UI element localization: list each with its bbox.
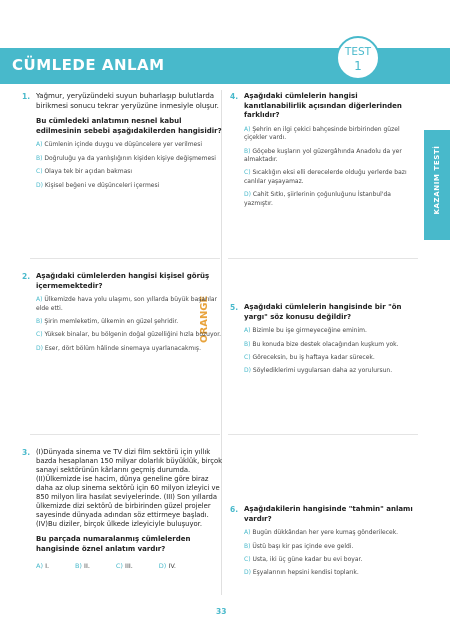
option-text: Şirin memleketim, ülkemin en güzel şehridir.	[44, 318, 179, 325]
option-d[interactable]	[159, 562, 176, 572]
option-letter: D)	[244, 569, 251, 577]
option-letter: D)	[244, 367, 251, 375]
option-text: IV.	[168, 562, 176, 571]
option-text: III.	[125, 562, 133, 571]
option-text: Eser, dört bölüm hâlinde sinemaya uyarlanacakmış.	[44, 344, 201, 352]
option-a[interactable]	[36, 296, 226, 313]
question-5	[230, 303, 416, 376]
option-b[interactable]	[36, 155, 226, 163]
side-tab-label: KAZANIM TESTİ	[433, 145, 441, 215]
divider	[228, 258, 418, 259]
option-text: Göçebe kuşların yol güzergâhında Anadolu da yer almaktadır.	[244, 147, 402, 163]
option-text: Cümlenin içinde duygu ve düşüncelere yer verilmesi	[44, 141, 203, 149]
option-text: Usta, iki üç güne kadar bu evi boyar.	[252, 556, 363, 563]
page-title: CÜMLEDE ANLAM	[12, 56, 165, 74]
option-d[interactable]	[36, 345, 226, 353]
option-text: Göreceksin, bu iş haftaya kadar sürecek.	[252, 354, 375, 361]
option-letter: B)	[244, 340, 251, 348]
option-b[interactable]	[36, 318, 226, 326]
option-text: Cahit Sıtkı, şiirlerinin çoğunluğunu İstanbul'da yazmıştır.	[244, 191, 391, 207]
question-number: 3.	[22, 448, 31, 457]
option-letter: C)	[36, 168, 43, 176]
option-a[interactable]	[244, 529, 416, 537]
option-letter: A)	[36, 296, 43, 304]
question-number: 6.	[230, 505, 239, 514]
question-number: 2.	[22, 272, 31, 281]
option-letter: D)	[158, 562, 167, 571]
option-text: I.	[45, 562, 50, 571]
test-badge-number: 1	[354, 59, 362, 73]
question-number: 4.	[230, 92, 239, 101]
option-text: Sıcaklığın eksi elli derecelerde olduğu yerlerde bazı canlılar yaşayamaz.	[244, 169, 407, 185]
option-text: Doğruluğu ya da yanlışlığının kişiden kişiye değişmemesi	[44, 154, 216, 162]
question-4	[230, 92, 416, 208]
option-text: Olaya tek bir açıdan bakması	[44, 168, 133, 176]
question-3	[22, 448, 226, 572]
question-number: 1.	[22, 92, 31, 101]
option-letter: D)	[36, 181, 43, 189]
option-letter: D)	[244, 191, 251, 199]
option-text: Yüksek binalar, bu bölgenin doğal güzelliğini hızla bozuyor.	[44, 331, 222, 339]
question-text: Bu parçada numaralanmış cümlelerden hangisinde öznel anlatım vardır?	[36, 535, 191, 553]
question-1	[22, 92, 226, 190]
question-text: Bu cümledeki anlatımın nesnel kabul edilmesinin sebebi aşağıdakilerden hangisidir?	[36, 117, 222, 135]
side-tab	[424, 130, 450, 240]
option-letter: A)	[244, 327, 251, 335]
option-a[interactable]	[36, 562, 49, 572]
option-letter: A)	[36, 562, 43, 571]
option-letter: C)	[244, 354, 251, 361]
divider	[30, 258, 220, 259]
option-b[interactable]	[244, 341, 416, 349]
option-c[interactable]	[244, 354, 416, 362]
option-b[interactable]	[244, 543, 416, 551]
question-6	[230, 505, 416, 578]
divider	[30, 434, 220, 435]
option-letter: B)	[36, 318, 43, 325]
option-letter: A)	[244, 529, 251, 537]
option-text: Şehrin en ilgi çekici bahçesinde birbirinden güzel çiçekler vardı.	[244, 125, 400, 142]
option-text: Söylediklerimi uygularsan daha az yorulursun.	[252, 367, 393, 375]
option-c[interactable]	[36, 168, 226, 176]
option-letter: C)	[244, 556, 251, 563]
option-text: Üstü başı kir pas içinde eve geldi.	[252, 542, 354, 550]
option-letter: B)	[244, 147, 251, 155]
option-letter: B)	[36, 154, 43, 162]
option-c[interactable]	[116, 562, 133, 572]
option-text: Ülkemizde hava yolu ulaşımı, son yıllarda büyük başarılar elde etti.	[36, 296, 218, 312]
option-letter: C)	[36, 331, 43, 339]
option-a[interactable]	[244, 126, 416, 143]
option-a[interactable]	[36, 141, 226, 149]
option-text: Kişisel beğeni ve düşünceleri içermesi	[44, 181, 160, 189]
option-c[interactable]	[36, 331, 226, 339]
question-number: 5.	[230, 303, 239, 312]
option-c[interactable]	[244, 169, 416, 186]
option-letter: B)	[74, 562, 82, 571]
watermark: ORANGE	[199, 295, 210, 343]
option-b[interactable]	[75, 562, 90, 572]
option-b[interactable]	[244, 148, 416, 165]
question-stem: (I)Dünyada sinema ve TV dizi film sektörü için yıllık bazda hesaplanan 150 milyar dolarlık büyüklük, birçok sanayi sektörünün kârlarını geçmiş durumda. (II)Ülkemizde ise hacim, dünya geneline göre biraz daha az olup sinema sektörü için 60 milyon izleyici ve 850 milyon lira hasılat seviyelerinde. (III) Son yıllarda ülkemizde dizi sektörü de birbirinden güzel projeler sayesinde dünyada adından söz ettirmeye başladı. (IV)Bu diziler, birçok ülkede izleyiciyle buluşuyor.	[36, 448, 223, 528]
option-text: II.	[84, 562, 90, 571]
option-d[interactable]	[36, 182, 226, 190]
option-letter: A)	[244, 125, 251, 133]
question-text: Aşağıdaki cümlelerin hangisinde bir "ön yargı" söz konusu değildir?	[244, 303, 402, 321]
option-d[interactable]	[244, 367, 416, 375]
option-letter: C)	[244, 169, 251, 177]
option-letter: D)	[36, 344, 43, 352]
options-row	[36, 562, 176, 572]
option-letter: A)	[36, 141, 43, 149]
divider	[228, 434, 418, 435]
option-d[interactable]	[244, 569, 416, 577]
option-text: Eşyalarının hepsini kendisi toplarık.	[252, 569, 359, 577]
page-number: 33	[216, 607, 227, 616]
option-a[interactable]	[244, 327, 416, 335]
question-2	[22, 272, 226, 353]
option-d[interactable]	[244, 191, 416, 208]
question-text: Aşağıdaki cümlelerin hangisi kanıtlanabilirlik açısından diğerlerinden farklıdır?	[244, 92, 402, 120]
option-text: Bugün dükkândan her yere kumaş gönderilecek.	[252, 529, 399, 537]
question-stem: Yağmur, yeryüzündeki suyun buharlaşıp bulutlarda birikmesi sonucu tekrar yeryüzüne inmesiyle oluşur.	[36, 92, 219, 110]
option-letter: C)	[115, 562, 123, 571]
option-letter: B)	[244, 542, 251, 550]
test-badge	[336, 36, 380, 80]
question-text: Aşağıdakilerin hangisinde "tahmin" anlamı vardır?	[244, 505, 413, 523]
question-text: Aşağıdaki cümlelerden hangisi kişisel görüş içermemektedir?	[36, 272, 210, 290]
option-text: Bizimle bu işe girmeyeceğine eminim.	[252, 327, 367, 335]
option-c[interactable]	[244, 556, 416, 564]
test-badge-label: TEST	[344, 46, 372, 58]
option-text: Bu konuda bize destek olacağından kuşkum yok.	[252, 340, 399, 348]
